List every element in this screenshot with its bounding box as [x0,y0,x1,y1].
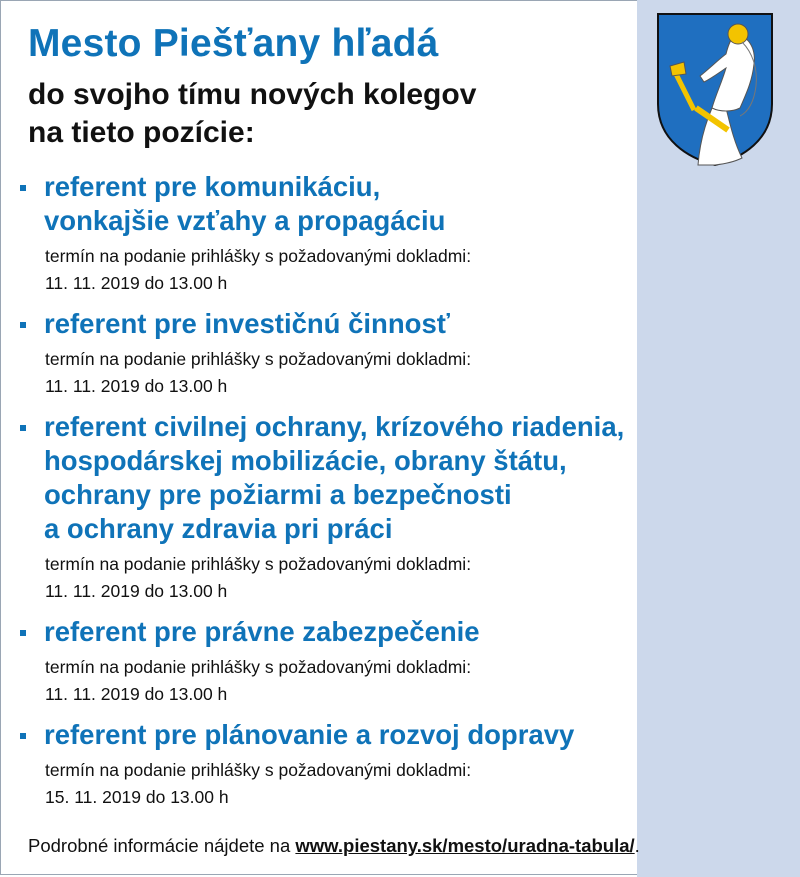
position-item [18,170,788,297]
position-title [18,170,788,238]
bullet-icon [20,322,26,328]
position-title [18,307,788,341]
position-title [18,718,788,752]
position-title-line: referent pre právne zabezpečenie [44,616,480,647]
term-label: termín na podanie prihlášky s požadovanými dokladmi: [45,349,472,369]
bullet-icon [20,733,26,739]
term-label: termín na podanie prihlášky s požadovanými dokladmi: [45,760,472,780]
position-term [18,757,788,811]
position-title [18,615,788,649]
position-item [18,718,788,811]
term-label: termín na podanie prihlášky s požadovanými dokladmi: [45,246,472,266]
term-deadline: 15. 11. 2019 do 13.00 h [45,787,229,807]
position-title-line: referent civilnej ochrany, krízového riadenia, [44,411,625,442]
footer-end: . [634,835,640,856]
position-title [18,410,788,546]
position-term [18,243,788,297]
position-title-line: ochrany pre požiarmi a bezpečnosti [44,479,512,510]
coat-of-arms-icon [656,12,774,167]
subtitle-line: na tieto pozície: [28,116,255,149]
footer-text: Podrobné informácie nájdete na [28,835,296,856]
bullet-icon [20,630,26,636]
bullet-icon [20,425,26,431]
info-link[interactable]: www.piestany.sk/mesto/uradna-tabula/ [295,835,635,856]
position-title-line: referent pre plánovanie a rozvoj dopravy [44,719,575,750]
position-item [18,615,788,708]
term-label: termín na podanie prihlášky s požadovanými dokladmi: [45,554,472,574]
bullet-icon [20,185,26,191]
position-term [18,551,788,605]
subtitle-line: do svojho tímu nových kolegov [28,78,477,111]
position-item [18,410,788,605]
position-title-line: referent pre investičnú činnosť [44,308,450,339]
position-title-line: a ochrany zdravia pri práci [44,513,393,544]
position-term [18,654,788,708]
position-title-line: referent pre komunikáciu, [44,171,381,202]
term-deadline: 11. 11. 2019 do 13.00 h [45,376,228,396]
term-label: termín na podanie prihlášky s požadovanými dokladmi: [45,657,472,677]
footer [28,835,640,857]
page-title: Mesto Piešťany hľadá [28,22,439,65]
subtitle [28,76,476,152]
term-deadline: 11. 11. 2019 do 13.00 h [45,273,228,293]
term-deadline: 11. 11. 2019 do 13.00 h [45,581,228,601]
position-list [18,170,788,811]
position-title-line: vonkajšie vzťahy a propagáciu [44,205,446,236]
position-item [18,307,788,400]
position-title-line: hospodárskej mobilizácie, obrany štátu, [44,445,567,476]
position-term [18,346,788,400]
term-deadline: 11. 11. 2019 do 13.00 h [45,684,228,704]
